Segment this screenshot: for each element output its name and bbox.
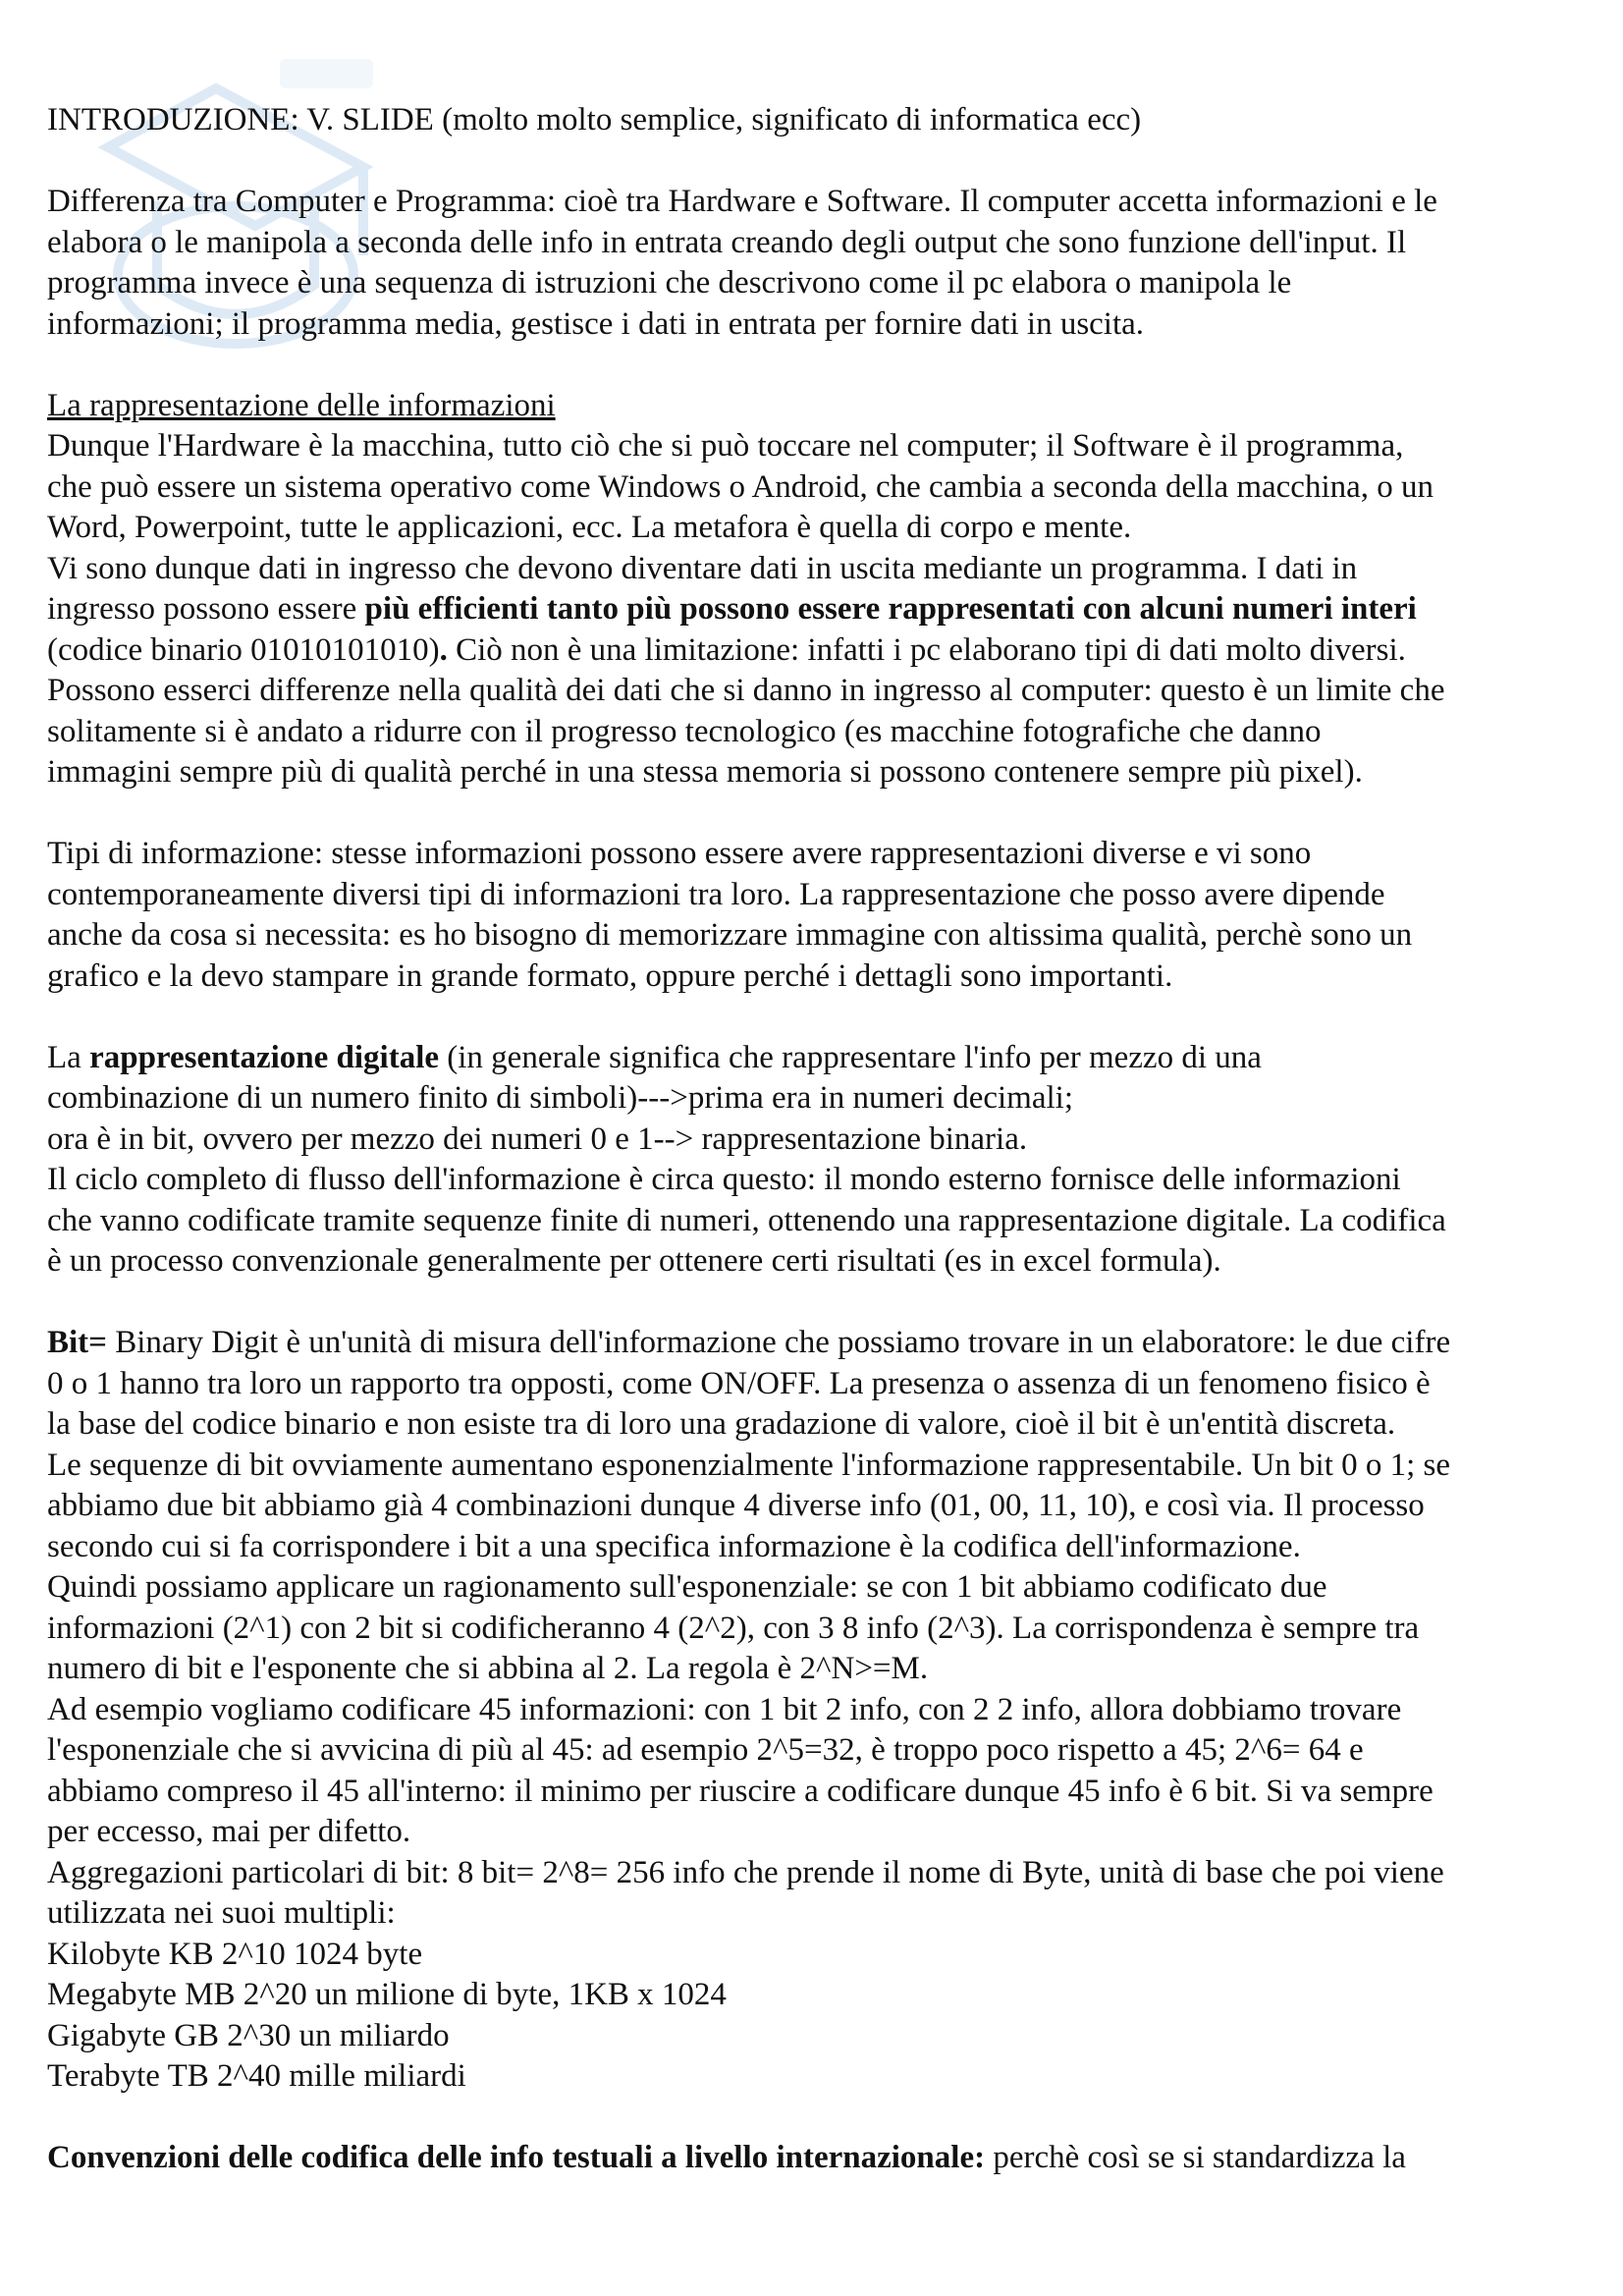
text-line: è un processo convenzionale generalmente per ottenere certi risultati (es in excel formula). (47, 1243, 1221, 1279)
text-line: informazioni; il programma media, gestisce i dati in entrata per fornire dati in uscita. (47, 305, 1145, 342)
text-line: elabora o le manipola a seconda delle info in entrata creando degli output che sono funzione dell'input. Il (47, 224, 1407, 260)
text-line: che vanno codificate tramite sequenze finite di numeri, ottenendo una rappresentazione digitale. La codifica (47, 1202, 1446, 1238)
bold-text: più efficienti tanto più possono essere rappresentati con alcuni numeri interi (364, 591, 1417, 627)
text-line: Differenza tra Computer e Programma: cioè tra Hardware e Software. Il computer accetta informazioni e le (47, 184, 1437, 219)
text-line (47, 1323, 1579, 1364)
document-page (47, 100, 1579, 2179)
list-item: Terabyte TB 2^40 mille miliardi (47, 2058, 466, 2094)
text-line (47, 630, 1579, 672)
text-line: l'esponenziale che si avvicina di più al 45: ad esempio 2^5=32, è troppo poco rispetto a 45; 2^6= 64 e (47, 1732, 1364, 1768)
text-run: (in generale significa che rappresentare l'info per mezzo di una (439, 1039, 1262, 1075)
text-line: Vi sono dunque dati in ingresso che devono diventare dati in uscita mediante un programma. I dati in (47, 550, 1358, 586)
list-item: Megabyte MB 2^20 un milione di byte, 1KB x 1024 (47, 1977, 727, 2012)
text-line: Ad esempio vogliamo codificare 45 informazioni: con 1 bit 2 info, con 2 2 info, allora dobbiamo trovare (47, 1691, 1402, 1727)
text-line: secondo cui si fa corrispondere i bit a una specifica informazione è la codifica dell'informazione. (47, 1528, 1301, 1564)
text-line (47, 1038, 1579, 1079)
text-line: combinazione di un numero finito di simboli)--->prima era in numeri decimali; (47, 1080, 1073, 1116)
text-line: che può essere un sistema operativo come Windows o Android, che cambia a seconda della macchina, o un (47, 468, 1434, 505)
text-line: Quindi possiamo applicare un ragionamento sull'esponenziale: se con 1 bit abbiamo codificato due (47, 1569, 1327, 1605)
text-line: per eccesso, mai per difetto. (47, 1814, 411, 1849)
bold-text: Bit= (47, 1325, 107, 1360)
text-run: Binary Digit è un'unità di misura dell'informazione che possiamo trovare in un elaboratore: le due cifre (106, 1325, 1451, 1360)
text-line: grafico e la devo stampare in grande formato, oppure perché i dettagli sono importanti. (47, 957, 1173, 994)
text-line: Possono esserci differenze nella qualità dei dati che si danno in ingresso al computer: questo è un limite che (47, 673, 1445, 708)
text-run: ingresso possono essere (47, 591, 365, 627)
text-line: Dunque l'Hardware è la macchina, tutto ciò che si può toccare nel computer; il Software è il programma, (47, 428, 1404, 464)
section-heading-rappresentazione: La rappresentazione delle informazioni (47, 387, 556, 423)
text-run: (codice binario 01010101010) (47, 631, 440, 668)
list-item: Gigabyte GB 2^30 un miliardo (47, 2017, 450, 2053)
text-line: abbiamo compreso il 45 all'interno: il minimo per riuscire a codificare dunque 45 info è 6 bit. Si va sempre (47, 1773, 1434, 1809)
text-line: immagini sempre più di qualità perché in una stessa memoria si possono contenere sempre più pixel). (47, 754, 1363, 790)
text-line: utilizzata nei suoi multipli: (47, 1895, 396, 1931)
text-line: Le sequenze di bit ovviamente aumentano esponenzialmente l'informazione rappresentabile. Un bit 0 o 1; se (47, 1447, 1451, 1483)
text-line: anche da cosa si necessita: es ho bisogno di memorizzare immagine con altissima qualità, perchè sono un (47, 917, 1413, 953)
text-line: ora è in bit, ovvero per mezzo dei numeri 0 e 1--> rappresentazione binaria. (47, 1121, 1028, 1157)
bold-text: Convenzioni delle codifica delle info testuali a livello internazionale: (47, 2140, 986, 2175)
text-line: 0 o 1 hanno tra loro un rapporto tra opposti, come ON/OFF. La presenza o assenza di un fenomeno fisico è (47, 1365, 1431, 1401)
text-line: informazioni (2^1) con 2 bit si codificheranno 4 (2^2), con 3 8 info (2^3). La corrispondenza è sempre tra (47, 1610, 1420, 1646)
text-run: perchè così se si standardizza la (985, 2140, 1406, 2175)
text-line: abbiamo due bit abbiamo già 4 combinazioni dunque 4 diverse info (01, 00, 11, 10), e così via. Il processo (47, 1488, 1425, 1523)
text-line: solitamente si è andato a ridurre con il progresso tecnologico (es macchine fotografiche che danno (47, 713, 1322, 749)
text-line: la base del codice binario e non esiste tra di loro una gradazione di valore, cioè il bit è un'entità discreta. (47, 1406, 1396, 1442)
text-run: Ciò non è una limitazione: infatti i pc elaborano tipi di dati molto diversi. (447, 631, 1406, 668)
intro-heading: INTRODUZIONE: V. SLIDE (molto molto semplice, significato di informatica ecc) (47, 102, 1142, 137)
text-line: numero di bit e l'esponente che si abbina al 2. La regola è 2^N>=M. (47, 1651, 929, 1686)
text-line: Il ciclo completo di flusso dell'informazione è circa questo: il mondo esterno fornisce delle informazioni (47, 1162, 1401, 1197)
text-line: programma invece è una sequenza di istruzioni che descrivono come il pc elabora o manipola le (47, 265, 1292, 301)
bold-text: rappresentazione digitale (89, 1039, 440, 1075)
text-line: Tipi di informazione: stesse informazioni possono essere avere rappresentazioni diverse e vi sono (47, 836, 1312, 871)
text-line (47, 2138, 1579, 2179)
bold-text: . (439, 631, 448, 668)
text-line (47, 589, 1579, 630)
text-line: Aggregazioni particolari di bit: 8 bit= 2^8= 256 info che prende il nome di Byte, unità di base che poi viene (47, 1854, 1444, 1890)
text-line: Word, Powerpoint, tutte le applicazioni, ecc. La metafora è quella di corpo e mente. (47, 510, 1132, 545)
text-run: La (47, 1039, 90, 1075)
text-line: contemporaneamente diversi tipi di informazioni tra loro. La rappresentazione che posso avere dipende (47, 876, 1385, 912)
list-item: Kilobyte KB 2^10 1024 byte (47, 1936, 423, 1972)
